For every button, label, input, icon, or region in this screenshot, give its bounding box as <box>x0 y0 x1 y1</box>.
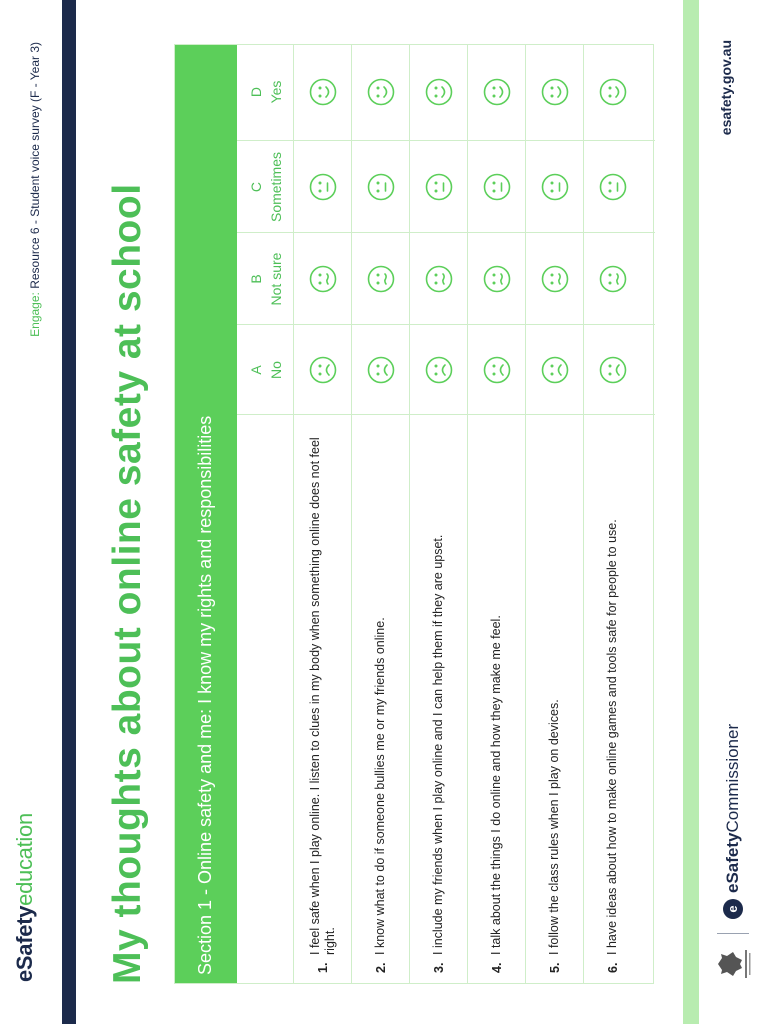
happy-face-icon[interactable] <box>425 78 453 106</box>
unsure-face-icon[interactable] <box>599 265 627 293</box>
page-title: My thoughts about online safety at school <box>106 183 149 984</box>
footer-divider <box>717 933 749 934</box>
answer-option-b[interactable] <box>526 233 583 325</box>
logo-bold-text: eSafety <box>12 905 37 982</box>
column-label: Yes <box>268 80 284 104</box>
survey-table <box>174 44 654 984</box>
question-text: I have ideas about how to make online games and tools safe for people to use. <box>605 519 619 955</box>
answer-option-c[interactable] <box>584 141 641 233</box>
answer-option-d[interactable] <box>352 43 409 141</box>
survey-row-1 <box>293 45 351 983</box>
brand-suffix: Commissioner <box>723 723 742 833</box>
survey-row-2 <box>351 45 409 983</box>
column-label: Not sure <box>268 252 284 306</box>
column-header-yes <box>237 43 293 141</box>
column-divider <box>237 324 655 325</box>
survey-row-6 <box>583 45 641 983</box>
answer-option-d[interactable] <box>584 43 641 141</box>
answer-option-c[interactable] <box>468 141 525 233</box>
neutral-face-icon[interactable] <box>425 173 453 201</box>
column-header-no <box>237 325 293 415</box>
question-number: 3. <box>431 962 446 973</box>
answer-option-d[interactable] <box>294 43 351 141</box>
answer-option-d[interactable] <box>468 43 525 141</box>
column-letter: A <box>248 365 264 375</box>
question-number: 6. <box>605 962 620 973</box>
question-cell <box>352 415 409 983</box>
resource-label <box>28 42 42 337</box>
sad-face-icon[interactable] <box>425 356 453 384</box>
survey-row-3 <box>409 45 467 983</box>
sad-face-icon[interactable] <box>599 356 627 384</box>
column-letter: C <box>248 181 264 193</box>
brand-prefix: eSafety <box>723 832 742 893</box>
answer-option-c[interactable] <box>410 141 467 233</box>
unsure-face-icon[interactable] <box>483 265 511 293</box>
esafety-commissioner-logo <box>723 724 743 893</box>
australian-government-crest-icon <box>713 946 753 982</box>
column-divider <box>237 232 655 233</box>
unsure-face-icon[interactable] <box>425 265 453 293</box>
question-text: I talk about the things I do online and how they make me feel. <box>489 615 503 955</box>
answer-option-a[interactable] <box>526 325 583 415</box>
question-cell <box>468 415 525 983</box>
answer-option-c[interactable] <box>352 141 409 233</box>
question-cell <box>294 415 351 983</box>
answer-option-a[interactable] <box>468 325 525 415</box>
column-label: No <box>268 361 284 379</box>
question-number: 4. <box>489 962 504 973</box>
answer-option-b[interactable] <box>584 233 641 325</box>
question-text: I follow the class rules when I play on devices. <box>547 699 561 955</box>
answer-option-d[interactable] <box>526 43 583 141</box>
survey-row-5 <box>525 45 583 983</box>
column-label: Sometimes <box>268 151 284 223</box>
neutral-face-icon[interactable] <box>599 173 627 201</box>
question-cell <box>584 415 641 983</box>
answer-option-b[interactable] <box>410 233 467 325</box>
answer-option-d[interactable] <box>410 43 467 141</box>
website-link[interactable]: esafety.gov.au <box>718 40 734 136</box>
unsure-face-icon[interactable] <box>541 265 569 293</box>
survey-row-4 <box>467 45 525 983</box>
answer-option-a[interactable] <box>352 325 409 415</box>
neutral-face-icon[interactable] <box>309 173 337 201</box>
unsure-face-icon[interactable] <box>309 265 337 293</box>
happy-face-icon[interactable] <box>599 78 627 106</box>
happy-face-icon[interactable] <box>309 78 337 106</box>
answer-option-a[interactable] <box>294 325 351 415</box>
neutral-face-icon[interactable] <box>483 173 511 201</box>
section-heading: Section 1 - Online safety and me: I know my rights and responsibilities <box>175 45 237 983</box>
column-letter: D <box>248 86 264 98</box>
esafety-education-logo <box>12 813 38 982</box>
engage-text: Resource 6 - Student voice survey (F - Year 3) <box>28 42 42 289</box>
question-number: 1. <box>315 962 330 973</box>
answer-option-c[interactable] <box>526 141 583 233</box>
question-cell <box>410 415 467 983</box>
sad-face-icon[interactable] <box>309 356 337 384</box>
happy-face-icon[interactable] <box>541 78 569 106</box>
column-header-not-sure <box>237 233 293 325</box>
answer-option-a[interactable] <box>584 325 641 415</box>
answer-option-c[interactable] <box>294 141 351 233</box>
happy-face-icon[interactable] <box>483 78 511 106</box>
neutral-face-icon[interactable] <box>541 173 569 201</box>
answer-option-b[interactable] <box>294 233 351 325</box>
question-text: I feel safe when I play online. I listen to clues in my body when something online does not feel right. <box>307 437 337 955</box>
answer-option-a[interactable] <box>410 325 467 415</box>
column-letter: B <box>248 274 264 284</box>
sad-face-icon[interactable] <box>367 356 395 384</box>
engage-label: Engage: <box>28 292 42 337</box>
sad-face-icon[interactable] <box>483 356 511 384</box>
column-header-sometimes <box>237 141 293 233</box>
esafety-e-icon: e <box>723 899 743 919</box>
sad-face-icon[interactable] <box>541 356 569 384</box>
column-divider <box>237 414 655 415</box>
answer-option-b[interactable] <box>352 233 409 325</box>
question-text: I know what to do if someone bullies me or my friends online. <box>373 617 387 955</box>
answer-option-b[interactable] <box>468 233 525 325</box>
question-text: I include my friends when I play online and I can help them if they are upset. <box>431 534 445 955</box>
neutral-face-icon[interactable] <box>367 173 395 201</box>
question-number: 2. <box>373 962 388 973</box>
question-cell <box>526 415 583 983</box>
table-header-row <box>237 45 293 983</box>
unsure-face-icon[interactable] <box>367 265 395 293</box>
column-divider <box>237 140 655 141</box>
logo-light-text: education <box>12 813 37 906</box>
footer-branding <box>708 724 758 982</box>
question-number: 5. <box>547 962 562 973</box>
happy-face-icon[interactable] <box>367 78 395 106</box>
